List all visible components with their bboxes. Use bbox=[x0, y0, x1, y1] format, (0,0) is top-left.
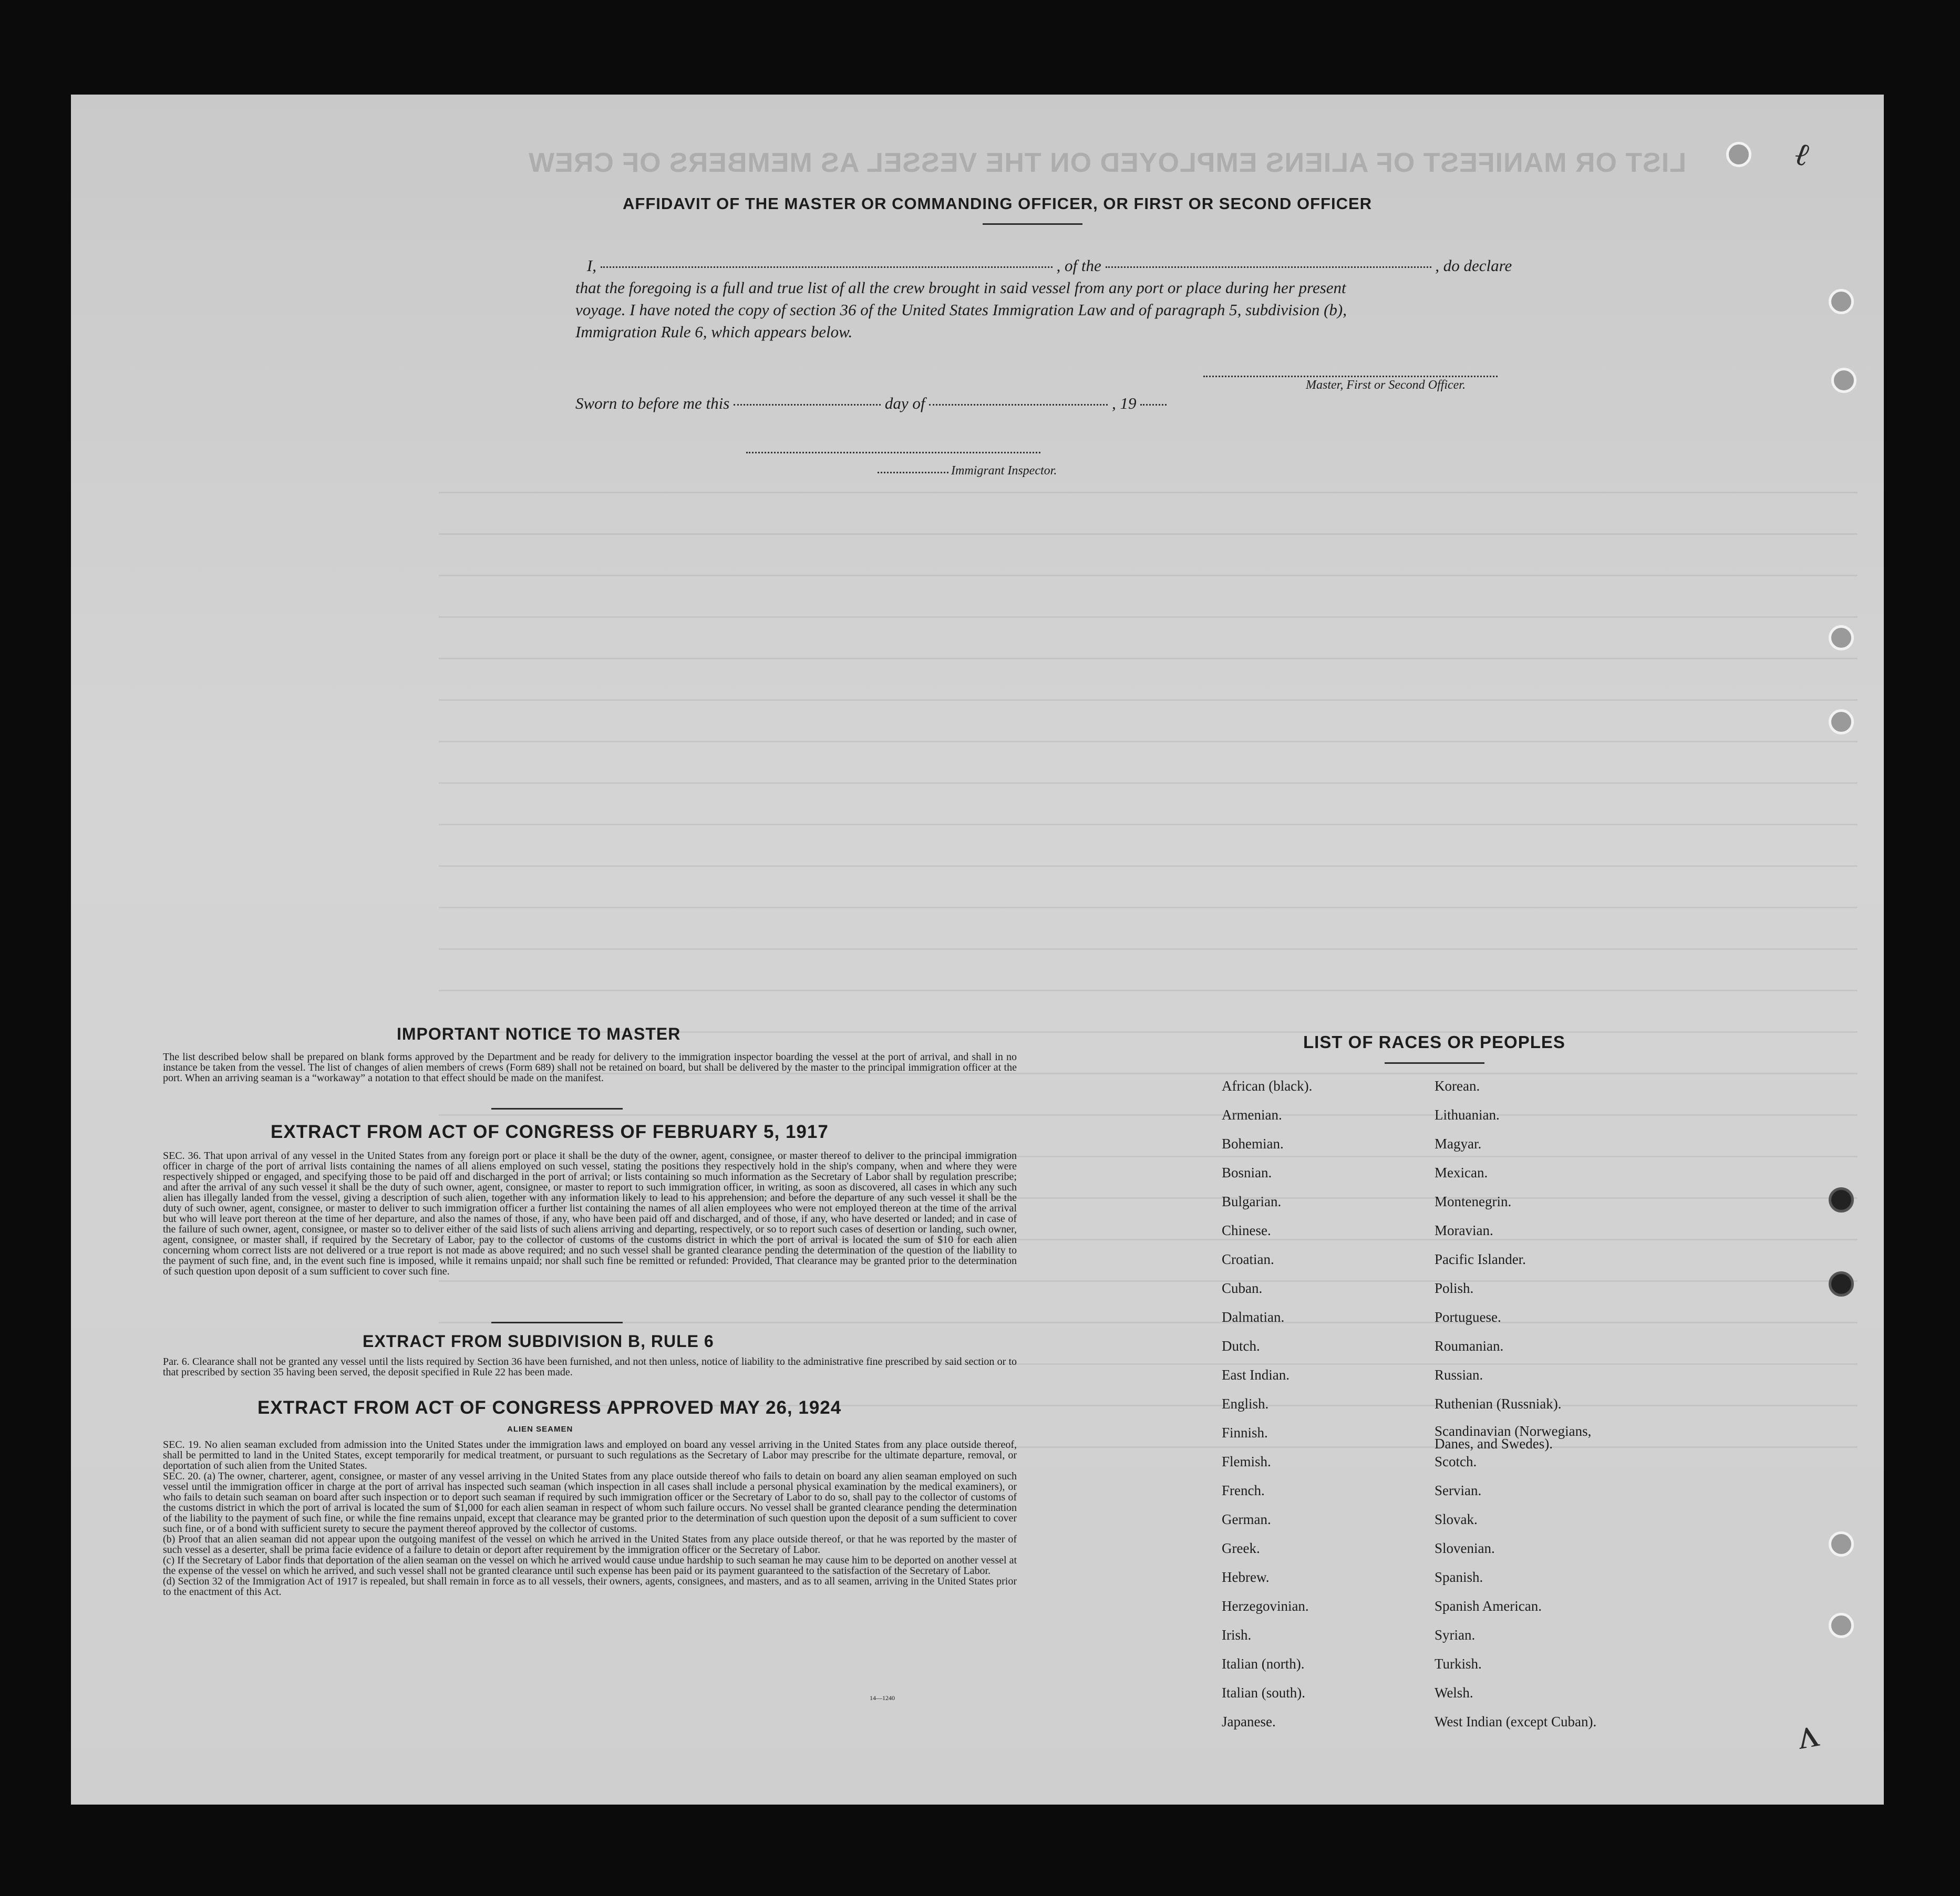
form-number: 14—1240 bbox=[870, 1694, 895, 1702]
sworn-text: Sworn to before me this bbox=[575, 394, 730, 412]
sec-20b-text: (b) Proof that an alien seaman did not appear upon the outgoing manifest of the vessel on which he arrived in the United States from any place outside thereof, or that he was reported by the master of such vessel as a deserter, shall be prima facie evidence of a failure to detain or deport after requirement by the immigration officer or the Secretary of Labor. bbox=[163, 1534, 1017, 1556]
race-item: Moravian. bbox=[1435, 1222, 1493, 1238]
race-item: Bulgarian. bbox=[1222, 1194, 1282, 1209]
affidavit-of-the: , of the bbox=[1056, 256, 1101, 275]
margin-check-mark: ʌ bbox=[1793, 1709, 1822, 1758]
sec-20d-text: (d) Section 32 of the Immigration Act of 1917 is repealed, but shall remain in force as to all vessels, their owners, agents, consignees, and masters, and as to all seamen, arriving in the United States prior to the enactment of this Act. bbox=[163, 1576, 1017, 1598]
vessel-blank-line bbox=[1106, 266, 1431, 268]
sworn-year-blank bbox=[1140, 404, 1167, 406]
race-item: Bohemian. bbox=[1222, 1136, 1284, 1152]
affidavit-declare: , do declare bbox=[1435, 256, 1512, 275]
race-item: Italian (north). bbox=[1222, 1656, 1305, 1672]
affidavit-line-2: that the foregoing is a full and true list of all the crew brought in said vessel from any port or place during her present bbox=[575, 278, 1346, 297]
document-sheet bbox=[71, 95, 1884, 1805]
signature-blank-line bbox=[1203, 376, 1498, 377]
bleed-through-text: LIST OR MANIFEST OF ALIENS EMPLOYED ON THE VESSEL AS MEMBERS OF CREW bbox=[528, 148, 1686, 178]
binder-hole bbox=[1829, 709, 1854, 734]
race-item: Roumanian. bbox=[1435, 1338, 1504, 1354]
extract-1924-title: EXTRACT FROM ACT OF CONGRESS APPROVED MAY 26, 1924 bbox=[257, 1397, 842, 1418]
race-item: Spanish American. bbox=[1435, 1598, 1542, 1614]
affidavit-i: I, bbox=[586, 256, 596, 275]
extract-rule6-body: Par. 6. Clearance shall not be granted any vessel until the lists required by Section 36 have been furnished, and not then unless, notice of liability to the administrative fine prescribed by said section or to that prescribed by section 35 having been served, the deposit specified in Rule 22 has been made. bbox=[163, 1356, 1017, 1378]
binder-hole bbox=[1831, 368, 1856, 393]
affidavit-title: AFFIDAVIT OF THE MASTER OR COMMANDING OFFICER, OR FIRST OR SECOND OFFICER bbox=[623, 194, 1373, 213]
race-item: Syrian. bbox=[1435, 1627, 1476, 1643]
race-item: Lithuanian. bbox=[1435, 1107, 1500, 1123]
race-item: Scandinavian (Norwegians, Danes, and Swedes). bbox=[1435, 1423, 1592, 1452]
binder-hole bbox=[1829, 1271, 1854, 1297]
race-item: Turkish. bbox=[1435, 1656, 1482, 1672]
binder-hole bbox=[1829, 1531, 1854, 1557]
affidavit-line-3: voyage. I have noted the copy of section 36 of the United States Immigration Law and of paragraph 5, subdivision (b), bbox=[575, 301, 1347, 319]
sworn-month-blank bbox=[929, 404, 1108, 406]
signature-label: Master, First or Second Officer. bbox=[1306, 378, 1466, 392]
race-item: Mexican. bbox=[1435, 1165, 1488, 1180]
affidavit-line-4: Immigration Rule 6, which appears below. bbox=[575, 323, 853, 341]
race-item: West Indian (except Cuban). bbox=[1435, 1714, 1597, 1729]
race-item: Russian. bbox=[1435, 1367, 1483, 1383]
race-item: Croatian. bbox=[1222, 1251, 1274, 1267]
race-item: Italian (south). bbox=[1222, 1685, 1305, 1701]
race-item: Cuban. bbox=[1222, 1280, 1263, 1296]
extract-1924-subtitle: ALIEN SEAMEN bbox=[507, 1425, 573, 1434]
races-title: LIST OF RACES OR PEOPLES bbox=[1303, 1032, 1565, 1052]
race-item: Dutch. bbox=[1222, 1338, 1260, 1354]
race-item: Welsh. bbox=[1435, 1685, 1473, 1701]
inspector-label: Immigrant Inspector. bbox=[951, 464, 1057, 478]
race-item: Scotch. bbox=[1435, 1454, 1477, 1469]
bleed-through-rows bbox=[439, 452, 1858, 1450]
margin-handwriting-mark: ℓ bbox=[1789, 136, 1815, 173]
notice-body: The list described below shall be prepared on blank forms approved by the Department and be ready for delivery to the immigration inspector boarding the vessel at the port of arrival, and shall in no instance be taken from the vessel. The list of changes of alien members of crews (Form 689) shall not be retained on board, but shall be delivered by the master to the principal immigration officer at the port. When an arriving seaman is a “workaway” a notation to that effect should be made on the manifest. bbox=[163, 1051, 1017, 1084]
race-item: Bosnian. bbox=[1222, 1165, 1272, 1180]
sworn-year-prefix: , 19 bbox=[1111, 394, 1137, 412]
race-item: Dalmatian. bbox=[1222, 1309, 1285, 1325]
race-item: Hebrew. bbox=[1222, 1569, 1270, 1585]
race-item: Polish. bbox=[1435, 1280, 1474, 1296]
race-item: Greek. bbox=[1222, 1540, 1260, 1556]
race-item: Irish. bbox=[1222, 1627, 1252, 1643]
inspector-blank-line bbox=[746, 452, 1040, 453]
race-item: Montenegrin. bbox=[1435, 1194, 1512, 1209]
race-item: Chinese. bbox=[1222, 1222, 1271, 1238]
race-item: German. bbox=[1222, 1511, 1271, 1527]
race-item: African (black). bbox=[1222, 1078, 1313, 1094]
binder-hole bbox=[1829, 625, 1854, 650]
race-item: Korean. bbox=[1435, 1078, 1480, 1094]
name-blank-line bbox=[601, 266, 1053, 268]
sworn-day-of: day of bbox=[884, 394, 925, 412]
race-item: Spanish. bbox=[1435, 1569, 1483, 1585]
race-item: Slovak. bbox=[1435, 1511, 1478, 1527]
race-item: Herzegovinian. bbox=[1222, 1598, 1309, 1614]
binder-hole bbox=[1829, 1187, 1854, 1213]
races-underline bbox=[1385, 1062, 1484, 1064]
extract-1924-sections bbox=[163, 1439, 1017, 1597]
race-item: Magyar. bbox=[1435, 1136, 1482, 1152]
binder-hole bbox=[1726, 142, 1751, 167]
race-item: Servian. bbox=[1435, 1483, 1482, 1498]
binder-hole bbox=[1829, 289, 1854, 314]
race-item: English. bbox=[1222, 1396, 1269, 1412]
sec-20c-text: (c) If the Secretary of Labor finds that deportation of the alien seaman on the vessel on which he arrived would cause undue hardship to such seaman he may cause him to be deported on another vessel at the expense of the vessel on which he arrived, and such vessel shall not be granted clearance until such expense has been paid or its payment guaranteed to the satisfaction of the Secretary of Labor. bbox=[163, 1555, 1017, 1577]
race-item: French. bbox=[1222, 1483, 1265, 1498]
race-item: Flemish. bbox=[1222, 1454, 1271, 1469]
sworn-day-blank bbox=[734, 404, 881, 406]
extract-1917-body: SEC. 36. That upon arrival of any vessel in the United States from any foreign port or place it shall be the duty of the owner, agent, consignee, or master thereof to deliver to the principal immigration officer in charge of the port of arrival lists containing the names of all aliens employed on such vessel, stating the positions they respectively hold in the ship's company, when and where they were respectively shipped or engaged, and specifying those to be paid off and discharged in the port of arrival; or lists containing so much information as the Secretary of Labor shall by regulation prescribe; and after the arrival of any such vessel it shall be the duty of such owner, agent, consignee, or master to report to such immigration officer, in writing, as soon as discovered, all cases in which any such alien has illegally landed from the vessel, giving a description of such alien, together with any information likely to lead to his apprehension; and before the departure of any such vessel it shall be the duty of such owner, agent, consignee, or master to deliver to such immigration officer a further list containing the names of all alien employees who were not employed thereon at the time of the arrival but who will leave port thereon at the time of her departure, and also the names of those, if any, who have been paid off and discharged, and of those, if any, who have deserted or landed; and in case of the failure of such owner, agent, consignee, or master so to deliver either of the said lists of such aliens arriving and departing, respectively, or so to report such cases of desertion or landing, such owner, agent, consignee, or master shall, if required by the Secretary of Labor, pay to the collector of customs of the customs district in which the port of arrival is located the sum of $10 for each alien concerning whom correct lists are not delivered or a true report is not made as above required; and no such vessel shall be granted clearance pending the determination of the question of the liability to the payment of such fine, and, in the event such fine is imposed, while it remains unpaid; nor shall such fine be remitted or refunded: Provided, That clearance may be granted prior to the determination of such question upon deposit of a sum sufficient to cover such fine. bbox=[163, 1150, 1017, 1277]
extract-1917-rule bbox=[491, 1322, 623, 1323]
affidavit-declaration bbox=[575, 255, 1647, 343]
race-item: East Indian. bbox=[1222, 1367, 1290, 1383]
extract-rule6-title: EXTRACT FROM SUBDIVISION B, RULE 6 bbox=[363, 1332, 714, 1351]
extract-1917-title: EXTRACT FROM ACT OF CONGRESS OF FEBRUARY 5, 1917 bbox=[271, 1122, 829, 1142]
race-item: Japanese. bbox=[1222, 1714, 1276, 1729]
inspector-short-line bbox=[878, 472, 948, 473]
sec-20a-text: SEC. 20. (a) The owner, charterer, agent, consignee, or master of any vessel arriving in the United States from any place outside thereof who fails to detain on board any alien seaman employed on such vessel until the immigration officer in charge at the port of arrival has inspected such seaman (which inspection in all cases shall include a personal physical examination by the medical examiners), or who fails to detain such seaman on board after such inspection or to deport such seaman if required by such immigration officer or the Secretary of Labor to do so, shall pay to the collector of customs of the customs district in which the port of arrival is located the sum of $1,000 for each alien seaman in respect of whom such failure occurs. No vessel shall be granted clearance pending the determination of the liability to the payment of such fine, or while the fine remains unpaid, except that clearance may be granted prior to the determination of such question upon the deposit of a sum sufficient to cover such fine, or of a bond with sufficient surety to secure the payment thereof approved by the collector of customs. bbox=[163, 1470, 1017, 1535]
title-underline bbox=[983, 223, 1082, 225]
sworn-line bbox=[575, 394, 1167, 413]
binder-hole bbox=[1829, 1613, 1854, 1638]
race-item: Ruthenian (Russniak). bbox=[1435, 1396, 1562, 1412]
race-item: Portuguese. bbox=[1435, 1309, 1501, 1325]
notice-rule bbox=[491, 1108, 623, 1110]
race-item: Pacific Islander. bbox=[1435, 1251, 1526, 1267]
race-item: Slovenian. bbox=[1435, 1540, 1495, 1556]
race-item: Finnish. bbox=[1222, 1425, 1268, 1441]
race-item: Armenian. bbox=[1222, 1107, 1282, 1123]
notice-title: IMPORTANT NOTICE TO MASTER bbox=[397, 1024, 681, 1043]
sec-19-text: SEC. 19. No alien seaman excluded from admission into the United States under the immigration laws and employed on board any vessel arriving in the United States from any place outside thereof, shall be permitted to land in the United States, except temporarily for medical treatment, or pursuant to such regulations as the Secretary of Labor may prescribe for the ultimate departure, removal, or deportation of such alien from the United States. bbox=[163, 1439, 1017, 1472]
